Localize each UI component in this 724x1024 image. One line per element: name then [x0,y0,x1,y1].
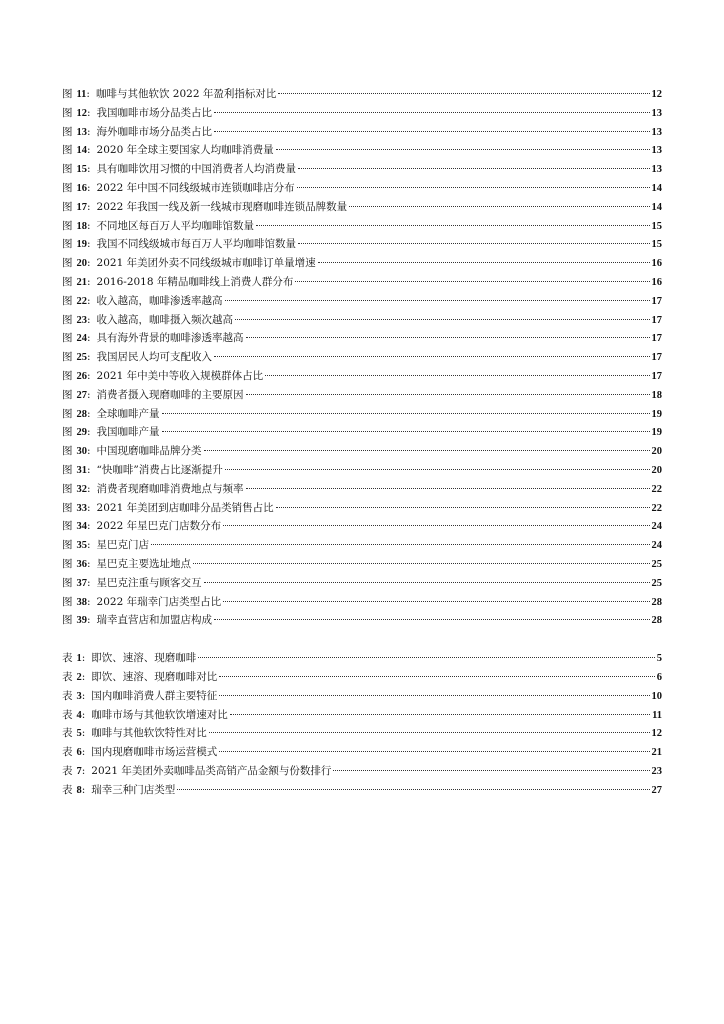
entry-page-number: 5 [656,653,662,665]
entry-number: 4 [76,709,82,721]
figure-entry[interactable] [62,123,662,142]
dot-leader [151,544,649,545]
entry-colon: : [87,426,91,439]
entry-number: 3 [76,690,82,702]
entry-page-number: 15 [651,239,662,251]
entry-number: 22 [76,295,87,307]
entry-number: 24 [76,333,87,345]
entry-number: 33 [76,502,87,514]
entry-prefix: 图 [62,332,73,345]
entry-prefix: 图 [62,163,73,176]
entry-colon: : [87,238,91,251]
entry-page-number: 24 [651,521,662,533]
entry-prefix: 图 [62,501,73,514]
entry-title: 即饮、速溶、现磨咖啡 [91,652,197,665]
entry-colon: : [87,294,91,307]
figure-entry[interactable] [62,104,662,123]
figure-entry[interactable] [62,348,662,367]
entry-page-number: 13 [651,126,662,138]
entry-title: 全球咖啡产量 [96,407,160,420]
entry-title: 国内咖啡消费人群主要特征 [91,689,218,702]
entry-page-number: 28 [651,615,662,627]
entry-number: 30 [76,446,87,458]
entry-colon: : [81,708,86,721]
figure-list [62,85,662,630]
figure-entry[interactable] [62,367,662,386]
entry-prefix: 图 [62,557,73,570]
figure-entry[interactable] [62,273,662,292]
dot-leader [214,356,649,357]
entry-number: 34 [76,521,87,533]
figure-entry[interactable] [62,536,662,555]
figure-entry[interactable] [62,217,662,236]
dot-leader [230,714,650,715]
figure-entry[interactable] [62,85,662,104]
dot-leader [162,413,650,414]
entry-prefix: 图 [62,144,73,157]
entry-colon: : [87,576,91,589]
dot-leader [225,469,650,470]
dot-leader [256,225,649,226]
entry-colon: : [87,539,91,552]
entry-number: 27 [76,389,87,401]
figure-entry[interactable] [62,235,662,254]
dot-leader [297,187,650,188]
entry-number: 16 [76,182,87,194]
entry-number: 28 [76,408,87,420]
entry-prefix: 图 [62,313,73,326]
table-entry[interactable] [62,762,662,781]
entry-prefix: 图 [62,257,73,270]
entry-prefix: 图 [62,388,73,401]
dot-leader [223,601,649,602]
entry-number: 2 [76,671,82,683]
entry-prefix: 表 [62,746,73,759]
entry-number: 39 [76,615,87,627]
entry-number: 14 [76,145,87,157]
entry-colon: : [87,520,91,533]
entry-page-number: 20 [651,464,662,476]
dot-leader [295,281,649,282]
table-list [62,649,662,799]
entry-prefix: 图 [62,351,73,364]
entry-title: 2022 年瑞幸门店类型占比 [96,595,222,608]
figure-entry[interactable] [62,386,662,405]
entry-number: 19 [76,239,87,251]
entry-colon: : [87,351,91,364]
entry-title: 消费者现磨咖啡消费地点与频率 [96,482,244,495]
dot-leader [265,375,649,376]
entry-colon: : [81,727,86,740]
figure-entry[interactable] [62,555,662,574]
entry-prefix: 表 [62,670,73,683]
dot-leader [246,488,650,489]
dot-leader [246,337,650,338]
entry-page-number: 12 [651,728,662,740]
entry-number: 20 [76,258,87,270]
entry-page-number: 23 [651,765,662,777]
entry-colon: : [81,670,86,683]
entry-title: 2021 年美团到店咖啡分品类销售占比 [96,501,274,514]
entry-prefix: 图 [62,219,73,232]
entry-colon: : [87,313,91,326]
entry-title: 收入越高，咖啡摄入频次越高 [96,313,234,326]
entry-page-number: 15 [651,220,662,232]
entry-title: 2020 年全球主要国家人均咖啡消费量 [96,144,274,157]
entry-number: 36 [76,558,87,570]
entry-number: 32 [76,483,87,495]
entry-number: 21 [76,276,87,288]
entry-colon: : [81,652,86,665]
table-entry[interactable] [62,781,662,800]
figure-entry[interactable] [62,442,662,461]
figure-entry[interactable] [62,517,662,536]
entry-prefix: 图 [62,407,73,420]
entry-colon: : [87,595,91,608]
entry-page-number: 22 [651,502,662,514]
dot-leader [162,431,650,432]
entry-prefix: 图 [62,482,73,495]
entry-colon: : [87,144,91,157]
entry-page-number: 18 [651,389,662,401]
entry-title: 咖啡与其他软饮 2022 年盈利指标对比 [95,88,277,100]
entry-page-number: 24 [651,540,662,552]
entry-prefix: 图 [62,595,73,608]
entry-number: 23 [76,314,87,326]
entry-page-number: 6 [656,671,662,683]
entry-colon: : [81,746,86,759]
entry-page-number: 11 [652,709,662,721]
dot-leader [214,112,649,113]
entry-colon: : [87,388,91,401]
entry-title: 中国现磨咖啡品牌分类 [96,445,202,458]
dot-leader [219,695,649,696]
entry-page-number: 19 [651,408,662,420]
dot-leader [246,394,650,395]
entry-colon: : [87,219,91,232]
entry-number: 26 [76,370,87,382]
entry-number: 17 [76,201,87,213]
entry-prefix: 表 [62,708,73,721]
entry-title: 星巴克主要选址地点 [96,557,192,570]
dot-leader [235,319,649,320]
entry-prefix: 表 [62,783,73,796]
entry-number: 12 [76,107,87,119]
entry-prefix: 表 [62,652,73,665]
dot-leader [223,525,649,526]
entry-title: 2022 年星巴克门店数分布 [96,520,222,533]
entry-title: “快咖啡”消费占比逐渐提升 [96,463,223,476]
dot-leader [193,563,649,564]
entry-colon: : [81,764,86,777]
entry-page-number: 17 [651,352,662,364]
entry-page-number: 22 [651,483,662,495]
entry-colon: : [81,783,86,796]
entry-number: 35 [76,540,87,552]
entry-page-number: 16 [651,276,662,288]
entry-title: 星巴克注重与顾客交互 [96,576,202,589]
entry-prefix: 图 [62,181,73,194]
figure-entry[interactable] [62,254,662,273]
dot-leader [298,243,649,244]
entry-title: 星巴克门店 [96,539,150,552]
entry-prefix: 图 [62,576,73,589]
entry-title: 瑞幸三种门店类型 [91,783,176,796]
entry-colon: : [87,106,91,119]
entry-page-number: 17 [651,333,662,345]
dot-leader [219,751,649,752]
dot-leader [276,149,650,150]
figure-entry[interactable] [62,160,662,179]
figure-entry[interactable] [62,593,662,612]
entry-prefix: 图 [62,88,73,100]
table-of-contents [62,85,662,799]
dot-leader [198,657,654,658]
entry-prefix: 图 [62,463,73,476]
entry-prefix: 图 [62,426,73,439]
figure-entry[interactable] [62,461,662,480]
entry-colon: : [87,181,91,194]
entry-page-number: 12 [651,89,662,100]
entry-title: 国内现磨咖啡市场运营模式 [91,746,218,759]
entry-page-number: 25 [651,558,662,570]
entry-colon: : [87,125,91,138]
entry-number: 8 [76,784,82,796]
dot-leader [177,789,649,790]
entry-colon: : [87,482,91,495]
entry-number: 37 [76,577,87,589]
entry-title: 2022 年我国一线及新一线城市现磨咖啡连锁品牌数量 [96,200,348,213]
entry-page-number: 17 [651,314,662,326]
entry-colon: : [81,689,86,702]
figure-entry[interactable] [62,499,662,518]
entry-prefix: 表 [62,764,73,777]
dot-leader [225,300,650,301]
table-entry[interactable] [62,706,662,725]
entry-number: 38 [76,596,87,608]
entry-colon: : [87,463,91,476]
entry-title: 咖啡市场与其他软饮增速对比 [91,708,228,721]
dot-leader [214,619,649,620]
entry-colon: : [87,614,91,627]
dot-leader [209,732,650,733]
dot-leader [214,131,649,132]
entry-title: 2021 年美团外卖不同线级城市咖啡订单量增速 [96,257,316,270]
entry-title: 瑞幸直营店和加盟店构成 [96,614,213,627]
entry-title: 我国居民人均可支配收入 [96,351,213,364]
entry-prefix: 图 [62,614,73,627]
dot-leader [298,168,649,169]
entry-page-number: 10 [651,690,662,702]
figure-entry[interactable] [62,329,662,348]
figure-entry[interactable] [62,423,662,442]
table-entry[interactable] [62,687,662,706]
entry-colon: : [87,200,91,213]
entry-title: 咖啡与其他软饮特性对比 [91,727,207,740]
entry-title: 收入越高，咖啡渗透率越高 [96,294,223,307]
entry-colon: : [87,369,91,382]
dot-leader [318,262,650,263]
dot-leader [278,93,649,94]
dot-leader [204,450,650,451]
dot-leader [349,206,649,207]
figure-entry[interactable] [62,611,662,630]
entry-prefix: 图 [62,520,73,533]
entry-number: 1 [76,653,82,665]
entry-prefix: 图 [62,275,73,288]
entry-number: 15 [76,164,87,176]
entry-colon: : [87,501,91,514]
dot-leader [204,582,650,583]
figure-entry[interactable] [62,198,662,217]
figure-entry[interactable] [62,179,662,198]
dot-leader [276,507,650,508]
entry-colon: : [87,557,91,570]
entry-number: 11 [76,89,87,100]
entry-page-number: 27 [651,784,662,796]
entry-prefix: 表 [62,689,73,702]
entry-title: 即饮、速溶、现磨咖啡对比 [91,670,218,683]
figure-entry[interactable] [62,292,662,311]
entry-page-number: 20 [651,446,662,458]
figure-entry[interactable] [62,311,662,330]
entry-colon: : [87,445,91,458]
entry-title: 我国咖啡市场分品类占比 [96,106,213,119]
entry-page-number: 14 [651,182,662,194]
entry-page-number: 17 [651,370,662,382]
entry-number: 6 [76,747,82,759]
entry-number: 29 [76,427,87,439]
entry-page-number: 17 [651,295,662,307]
entry-title: 具有海外背景的咖啡渗透率越高 [96,332,244,345]
table-entry[interactable] [62,743,662,762]
entry-page-number: 21 [651,747,662,759]
dot-leader [333,770,649,771]
entry-title: 我国不同线级城市每百万人平均咖啡馆数量 [96,238,297,251]
entry-colon: : [87,257,91,270]
entry-title: 2021 年美团外卖咖啡品类高销产品金额与份数排行 [91,764,332,777]
entry-page-number: 14 [651,201,662,213]
entry-page-number: 25 [651,577,662,589]
entry-number: 18 [76,220,87,232]
entry-prefix: 图 [62,294,73,307]
entry-prefix: 图 [62,445,73,458]
entry-number: 31 [76,464,87,476]
figure-entry[interactable] [62,574,662,593]
entry-page-number: 28 [651,596,662,608]
entry-prefix: 图 [62,369,73,382]
entry-page-number: 19 [651,427,662,439]
table-entry[interactable] [62,649,662,668]
entry-colon: : [87,275,91,288]
table-entry[interactable] [62,724,662,743]
figure-entry[interactable] [62,480,662,499]
dot-leader [219,676,654,677]
entry-title: 具有咖啡饮用习惯的中国消费者人均消费量 [96,163,297,176]
entry-prefix: 图 [62,200,73,213]
entry-colon: : [87,163,91,176]
entry-prefix: 图 [62,539,73,552]
figure-entry[interactable] [62,405,662,424]
entry-page-number: 16 [651,258,662,270]
entry-title: 海外咖啡市场分品类占比 [96,125,213,138]
figure-entry[interactable] [62,141,662,160]
entry-title: 消费者摄入现磨咖啡的主要原因 [96,388,244,401]
entry-number: 13 [76,126,87,138]
entry-page-number: 13 [651,107,662,119]
entry-prefix: 图 [62,238,73,251]
entry-page-number: 13 [651,164,662,176]
entry-title: 2021 年中美中等收入规模群体占比 [96,369,264,382]
entry-title: 我国咖啡产量 [96,426,160,439]
entry-prefix: 图 [62,106,73,119]
entry-page-number: 13 [651,145,662,157]
table-entry[interactable] [62,668,662,687]
entry-title: 不同地区每百万人平均咖啡馆数量 [96,219,255,232]
entry-colon: : [87,332,91,345]
entry-number: 25 [76,352,87,364]
entry-prefix: 表 [62,727,73,740]
entry-colon: : [87,407,91,420]
entry-number: 7 [76,765,82,777]
entry-prefix: 图 [62,125,73,138]
entry-title: 2022 年中国不同线级城市连锁咖啡店分布 [96,181,295,194]
entry-title: 2016-2018 年精品咖啡线上消费人群分布 [96,275,294,288]
entry-number: 5 [76,728,82,740]
entry-colon: : [86,88,90,100]
